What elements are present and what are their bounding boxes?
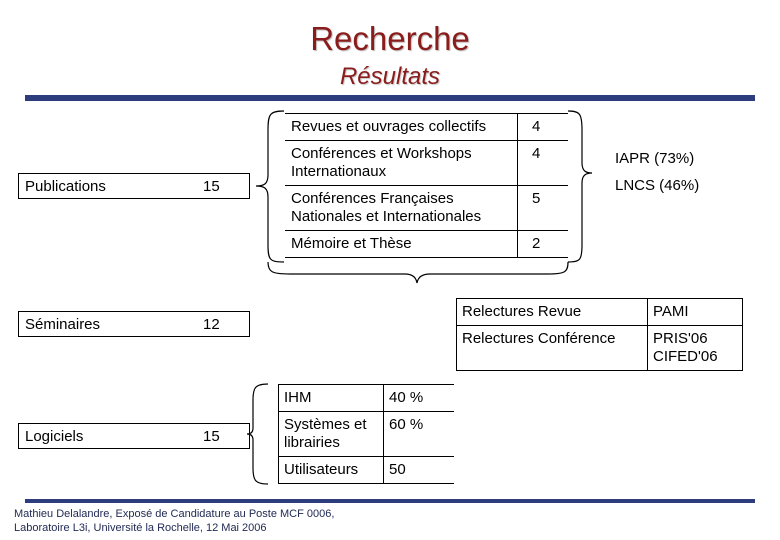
table-row [279, 385, 455, 412]
relecture-value: PAMI [648, 299, 743, 326]
group-publications-label: Publications [25, 178, 106, 195]
right-brace [568, 111, 592, 262]
table-row [285, 141, 568, 186]
publication-type-count: 2 [518, 231, 569, 258]
publication-type-label: Conférences Françaises Nationales et Internationales [285, 186, 518, 231]
publication-type-count: 5 [518, 186, 569, 231]
group-seminaires-count: 12 [203, 316, 220, 333]
logiciel-label: IHM [279, 385, 384, 412]
logiciels-brace [247, 384, 268, 484]
relecture-label: Relectures Revue [457, 299, 648, 326]
page-title: Recherche [310, 20, 470, 57]
relecture-value: PRIS'06 CIFED'06 [648, 326, 743, 371]
publications-table [285, 113, 568, 258]
publication-type-label: Conférences et Workshops Internationaux [285, 141, 518, 186]
logiciels-table [278, 384, 454, 484]
table-row [285, 114, 568, 141]
lncs-note: LNCS (46%) [615, 177, 700, 194]
publication-type-count: 4 [518, 114, 569, 141]
group-logiciels-label: Logiciels [25, 428, 84, 445]
iapr-note: IAPR (73%) [615, 150, 695, 167]
left-brace [256, 111, 284, 262]
footer-line-1: Mathieu Delalandre, Exposé de Candidature au Poste MCF 0006, [14, 508, 335, 520]
group-publications-count: 15 [203, 178, 220, 195]
logiciel-value: 60 % [384, 412, 455, 457]
table-row [457, 299, 743, 326]
publication-type-count: 4 [518, 141, 569, 186]
table-row [285, 231, 568, 258]
page-subtitle: Résultats [339, 63, 441, 90]
footer-divider [25, 499, 755, 503]
logiciel-value: 40 % [384, 385, 455, 412]
table-row [279, 457, 455, 484]
table-row [285, 186, 568, 231]
publication-type-label: Revues et ouvrages collectifs [285, 114, 518, 141]
table-row [279, 412, 455, 457]
footer-line-2: Laboratoire L3i, Université la Rochelle, 12 Mai 2006 [14, 522, 267, 534]
relectures-table [456, 298, 743, 371]
logiciel-value: 50 [384, 457, 455, 484]
logiciel-label: Utilisateurs [279, 457, 384, 484]
table-row [457, 326, 743, 371]
footer-credits [14, 507, 334, 535]
relecture-label: Relectures Conférence [457, 326, 648, 371]
bottom-brace [268, 262, 568, 283]
publication-type-label: Mémoire et Thèse [285, 231, 518, 258]
group-logiciels-count: 15 [203, 428, 220, 445]
logiciel-label: Systèmes et librairies [279, 412, 384, 457]
group-seminaires-label: Séminaires [25, 316, 101, 333]
